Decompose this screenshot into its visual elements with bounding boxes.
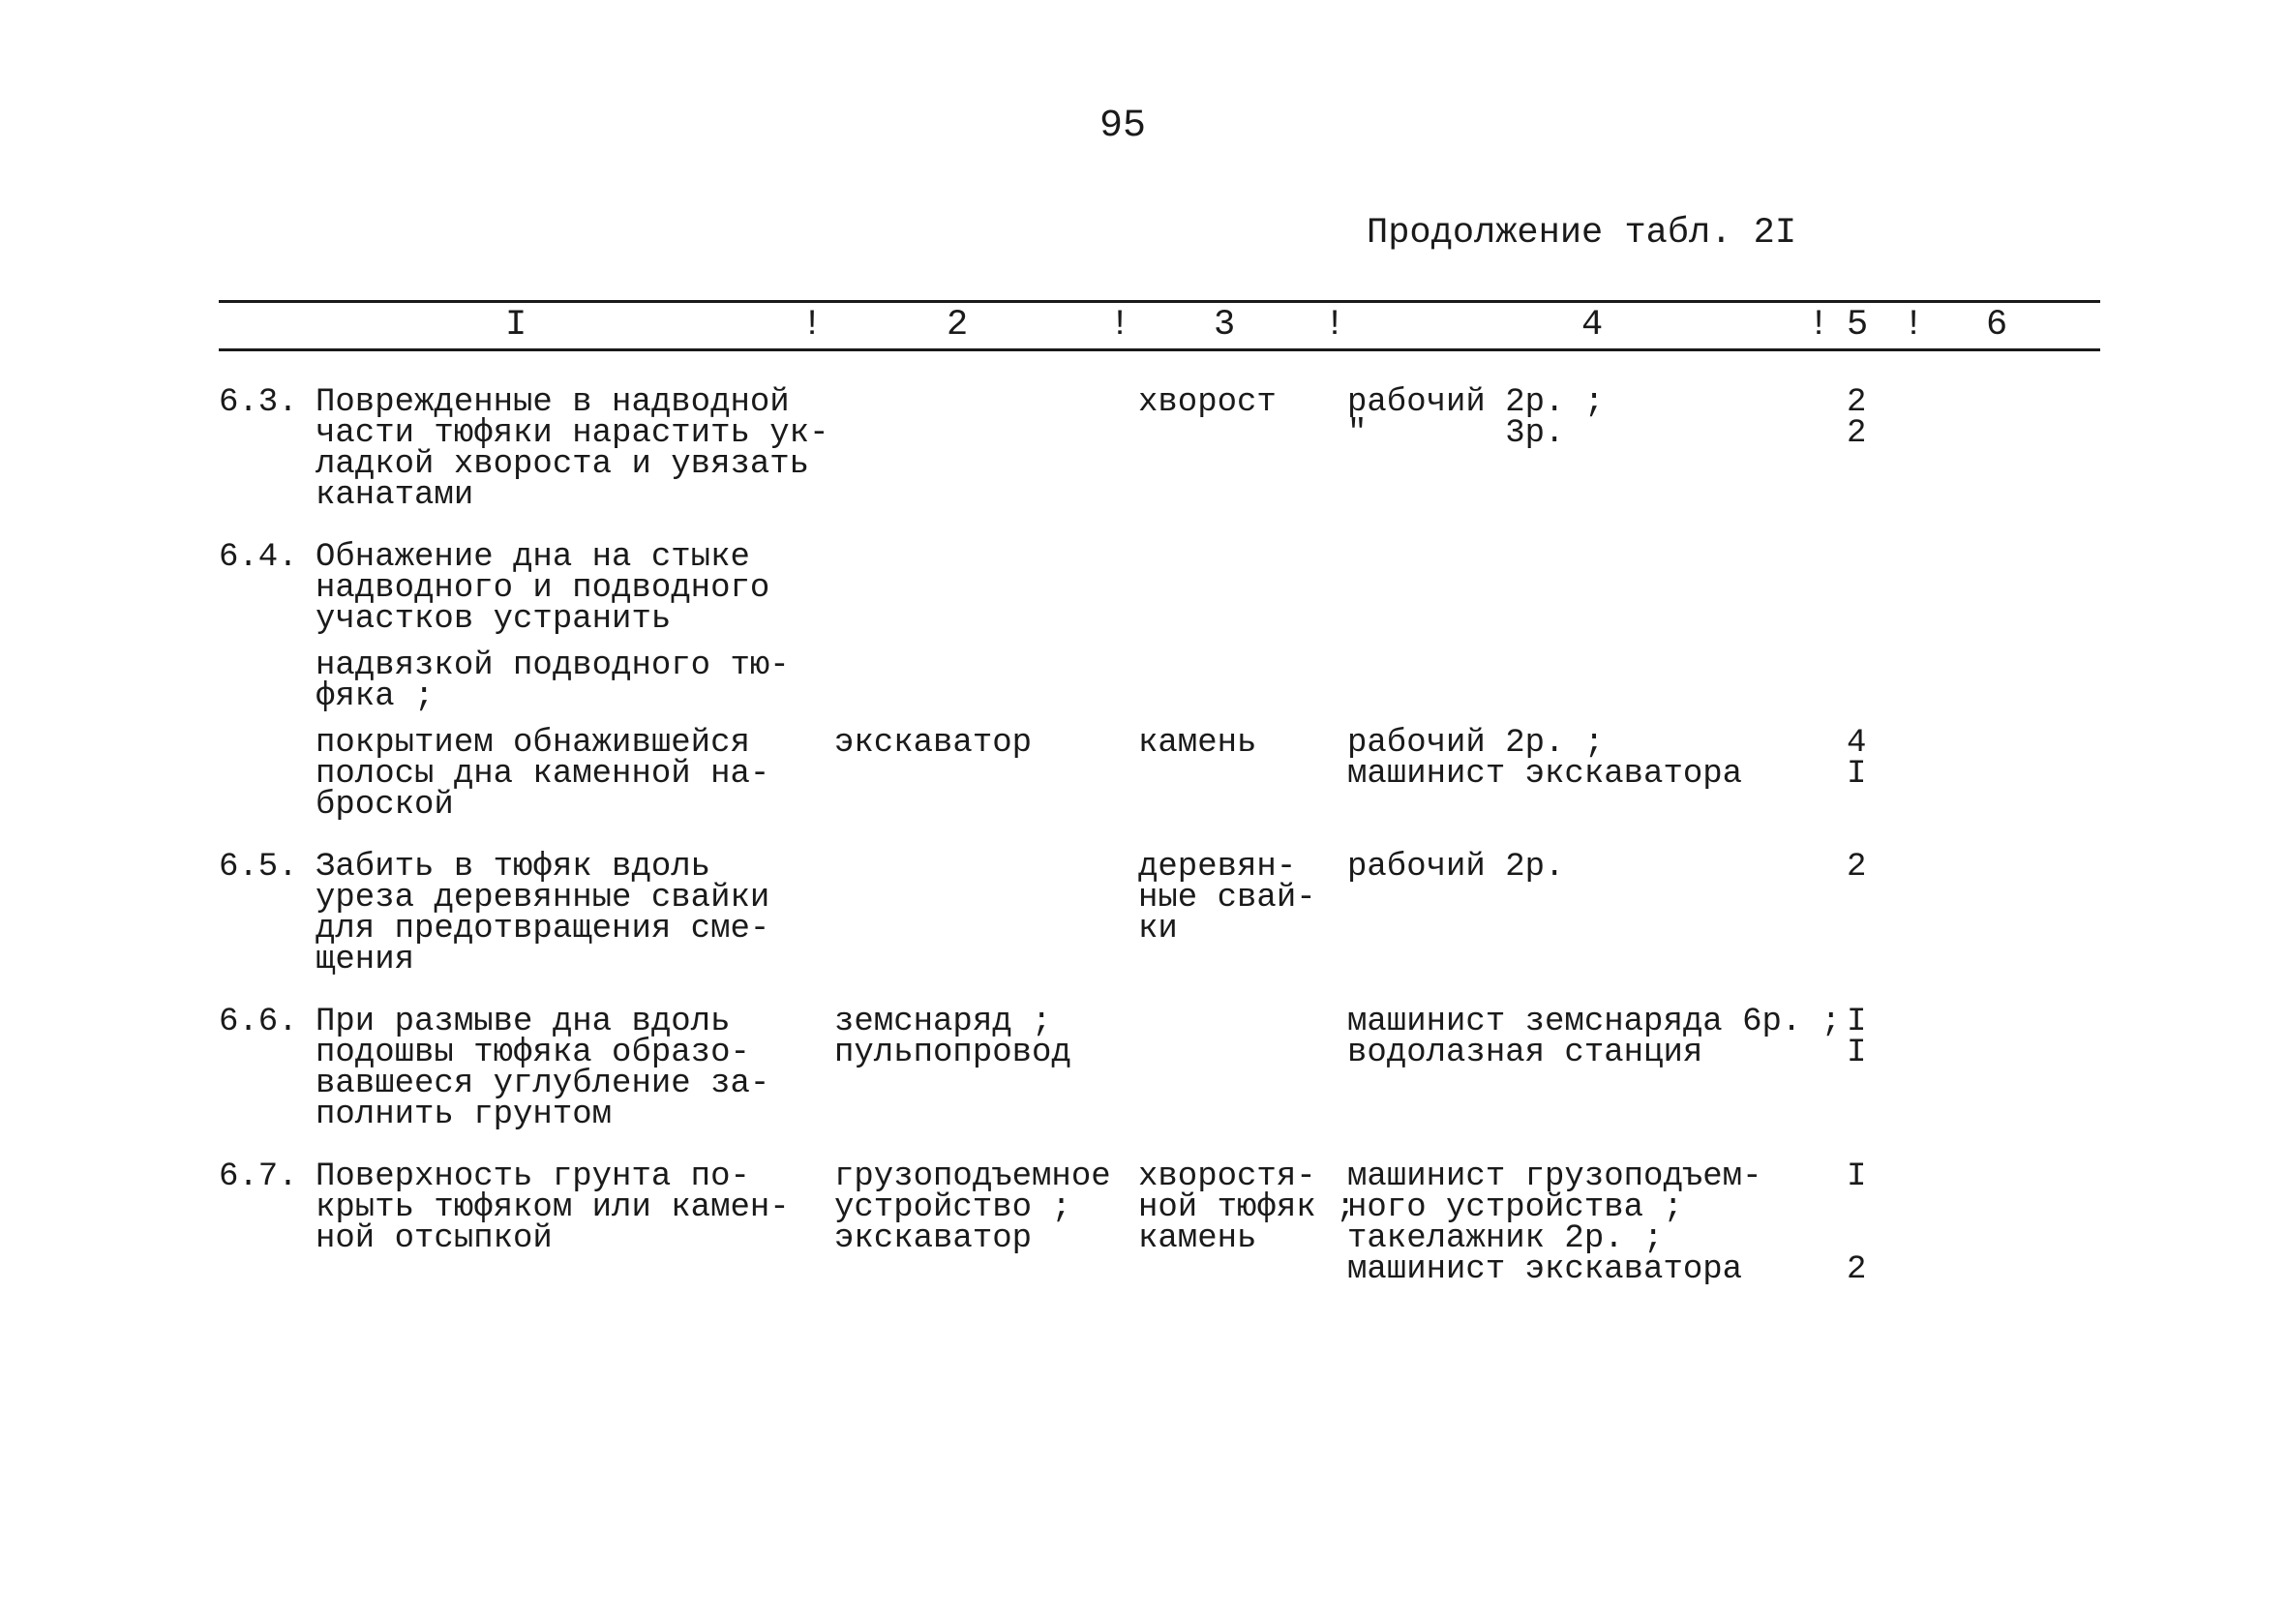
cell-c3-line: ные свай- <box>1138 880 1316 917</box>
page-number: 95 <box>1099 105 1147 148</box>
cell-c3-line: хворост <box>1138 384 1277 421</box>
cell-c1-line: щения <box>316 942 415 978</box>
column-header-5: 5 <box>1847 305 1869 346</box>
column-header-3: 3 <box>1214 305 1236 346</box>
cell-c1-line: Поврежденные в надводной <box>316 384 790 421</box>
cell-c2-line: экскаватор <box>834 725 1033 762</box>
cell-c1-line: броской <box>316 787 454 824</box>
row-number: 6.7. <box>219 1158 298 1195</box>
cell-c1-line: надвязкой подводного тю- <box>316 647 790 684</box>
cell-c1-line: покрытием обнажившейся <box>316 725 750 762</box>
cell-c1-line: Забить в тюфяк вдоль <box>316 849 711 886</box>
cell-c5-line: 2 <box>1847 415 1867 452</box>
cell-c1-line: Поверхность грунта по- <box>316 1158 750 1195</box>
cell-c4-line: ного устройства ; <box>1347 1189 1683 1226</box>
table-header-rule <box>219 348 2100 351</box>
column-separator: ! <box>1808 305 1830 346</box>
cell-c1-line: канатами <box>316 477 474 514</box>
cell-c2-line: пульпопровод <box>834 1035 1071 1071</box>
cell-c2-line: грузоподъемное <box>834 1158 1111 1195</box>
cell-c1-line: части тюфяки нарастить ук- <box>316 415 829 452</box>
cell-c3-line: камень <box>1138 1220 1257 1257</box>
column-separator: ! <box>801 305 824 346</box>
cell-c3-line: хворостя- <box>1138 1158 1316 1195</box>
table-continuation-caption: Продолжение табл. 2I <box>1367 213 1797 254</box>
cell-c5-line: 2 <box>1847 1251 1867 1288</box>
cell-c1-line: подошвы тюфяка образо- <box>316 1035 750 1071</box>
cell-c5-line: 2 <box>1847 849 1867 886</box>
column-separator: ! <box>1324 305 1346 346</box>
cell-c1-line: крыть тюфяком или камен- <box>316 1189 790 1226</box>
cell-c3-line: ки <box>1138 911 1178 947</box>
cell-c3-line: деревян- <box>1138 849 1297 886</box>
cell-c1-line: для предотвращения сме- <box>316 911 770 947</box>
row-number: 6.3. <box>219 384 298 421</box>
cell-c3-line: ной тюфяк ; <box>1138 1189 1356 1226</box>
cell-c1-line: надводного и подводного <box>316 570 770 607</box>
column-header-2: 2 <box>947 305 969 346</box>
cell-c4-line: машинист экскаватора <box>1347 756 1743 793</box>
cell-c5-line: I <box>1847 1158 1867 1195</box>
cell-c1-line: вавшееся углубление за- <box>316 1066 770 1102</box>
cell-c1-line: фяка ; <box>316 678 435 715</box>
column-header-6: 6 <box>1986 305 2008 346</box>
cell-c4-line: рабочий 2р. ; <box>1347 384 1605 421</box>
cell-c4-line: рабочий 2р. ; <box>1347 725 1605 762</box>
table-top-rule <box>219 300 2100 303</box>
cell-c1-line: ладкой хвороста и увязать <box>316 446 810 483</box>
column-separator: ! <box>1903 305 1925 346</box>
cell-c2-line: экскаватор <box>834 1220 1033 1257</box>
cell-c4-line: такелажник 2р. ; <box>1347 1220 1664 1257</box>
cell-c1-line: ной отсыпкой <box>316 1220 553 1257</box>
cell-c2-line: земснаряд ; <box>834 1004 1052 1040</box>
cell-c2-line: устройство ; <box>834 1189 1071 1226</box>
cell-c5-line: I <box>1847 1035 1867 1071</box>
row-number: 6.6. <box>219 1004 298 1040</box>
row-number: 6.5. <box>219 849 298 886</box>
cell-c4-line: " 3р. <box>1347 415 1565 452</box>
cell-c1-line: Обнажение дна на стыке <box>316 539 750 576</box>
cell-c5-line: I <box>1847 1004 1867 1040</box>
cell-c1-line: При размыве дна вдоль <box>316 1004 731 1040</box>
column-header-1: I <box>505 305 527 346</box>
cell-c1-line: уреза деревянные свайки <box>316 880 770 917</box>
cell-c4-line: машинист экскаватора <box>1347 1251 1743 1288</box>
cell-c4-line: машинист грузоподъем- <box>1347 1158 1762 1195</box>
cell-c3-line: камень <box>1138 725 1257 762</box>
column-header-4: 4 <box>1581 305 1604 346</box>
cell-c4-line: машинист земснаряда 6р. ; <box>1347 1004 1842 1040</box>
cell-c1-line: полнить грунтом <box>316 1097 613 1133</box>
cell-c1-line: полосы дна каменной на- <box>316 756 770 793</box>
column-separator: ! <box>1109 305 1131 346</box>
row-number: 6.4. <box>219 539 298 576</box>
cell-c5-line: 2 <box>1847 384 1867 421</box>
cell-c5-line: 4 <box>1847 725 1867 762</box>
cell-c5-line: I <box>1847 756 1867 793</box>
cell-c1-line: участков устранить <box>316 601 672 638</box>
cell-c4-line: рабочий 2р. <box>1347 849 1565 886</box>
cell-c4-line: водолазная станция <box>1347 1035 1703 1071</box>
